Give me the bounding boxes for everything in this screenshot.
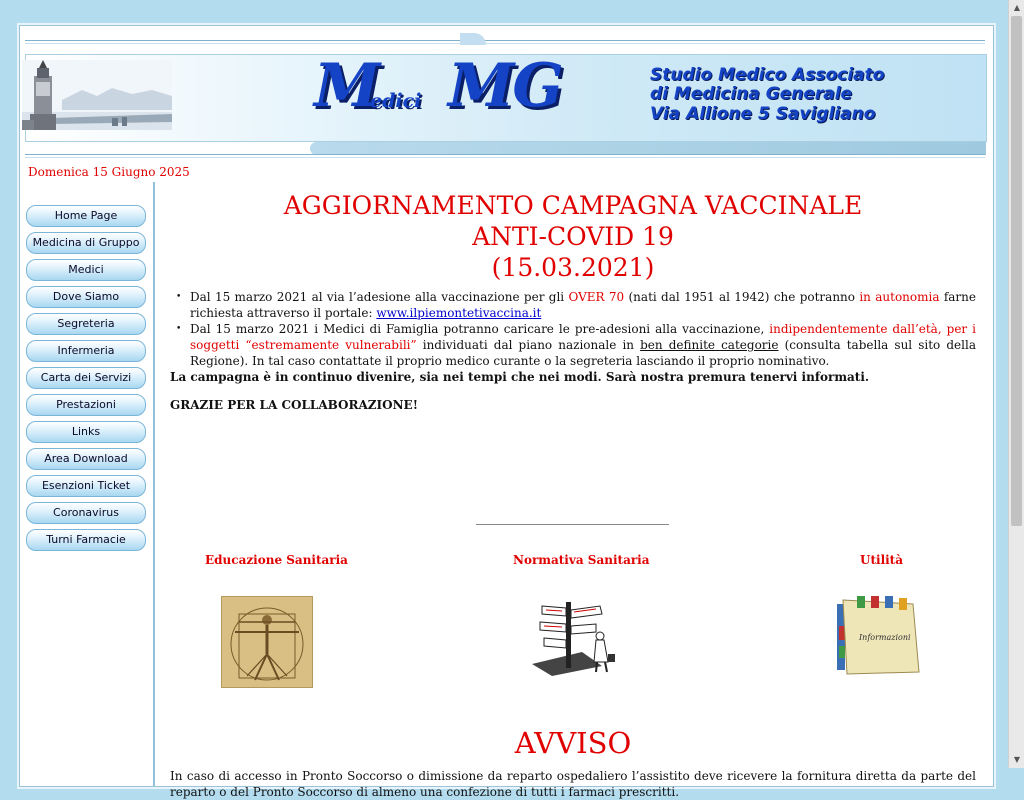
town-photo [22, 60, 172, 130]
binder-label: Informazioni [859, 633, 911, 642]
vertical-scrollbar[interactable] [1008, 0, 1024, 768]
avviso-text: In caso di accesso in Pronto Soccorso o dimissione da reparto ospedaliero l’assistito deve ricevere la fornitura diretta da parte del reparto o del Pronto Soccorso di almeno una confezione di tutti i farmaci prescritti. [170, 769, 976, 799]
section-utilita[interactable]: Utilità [860, 553, 904, 567]
list-item [190, 289, 976, 321]
header-tab-decoration [460, 33, 486, 45]
nav-segreteria[interactable]: Segreteria [26, 313, 146, 335]
bullet1-autonomia: in autonomia [859, 290, 940, 304]
studio-address-line: Via Allione 5 Savigliano [650, 104, 876, 124]
logo-mg-text: MG [448, 51, 562, 121]
section-educazione-sanitaria[interactable]: Educazione Sanitaria [205, 553, 348, 567]
nav-home-page[interactable]: Home Page [26, 205, 146, 227]
nav-area-download[interactable]: Area Download [26, 448, 146, 470]
logo-medici-text: edici [370, 90, 422, 112]
studio-name-line: Studio Medico Associato [650, 65, 885, 85]
nav-esenzioni-ticket[interactable]: Esenzioni Ticket [26, 475, 146, 497]
nav-infermeria[interactable]: Infermeria [26, 340, 146, 362]
bullet1-text-a: Dal 15 marzo 2021 al via l’adesione alla vaccinazione per gli [190, 290, 569, 304]
header-rule-bottom [25, 154, 985, 155]
scroll-thumb[interactable] [1011, 16, 1022, 526]
vaccine-info-list [170, 289, 976, 369]
scroll-down-arrow-icon[interactable]: ▼ [1013, 755, 1021, 764]
sidebar-nav [20, 202, 154, 792]
bullet2-vulnerable: indipendentemente dall’età, per i soggetti “estremamente vulnerabili” [190, 322, 977, 352]
logo-letter-m: M [314, 51, 381, 121]
campaign-note: La campagna è in continuo divenire, sia nei tempi che nei modi. Sarà nostra premura tenervi informati. [170, 370, 870, 384]
signpost-image[interactable] [522, 596, 622, 682]
portal-link[interactable]: www.ilpiemontetivaccina.it [376, 306, 542, 320]
medicimg-logo[interactable] [310, 51, 580, 124]
nav-links[interactable]: Links [26, 421, 146, 443]
avviso-title: AVVISO [514, 726, 632, 760]
bullet2-text-a: Dal 15 marzo 2021 i Medici di Famiglia potranno caricare le pre-adesioni alla vaccinazione, [190, 322, 770, 336]
studio-subtitle-line: di Medicina Generale [650, 84, 853, 104]
list-item [190, 321, 976, 369]
nav-coronavirus[interactable]: Coronavirus [26, 502, 146, 524]
thanks-note: GRAZIE PER LA COLLABORAZIONE! [170, 398, 418, 412]
nav-medici[interactable]: Medici [26, 259, 146, 281]
informazioni-binder-image[interactable] [837, 596, 921, 680]
header-rule-bottom-light [25, 157, 985, 158]
nav-turni-farmacie[interactable]: Turni Farmacie [26, 529, 146, 551]
bullet2-text-c: (consulta tabella sul sito della Regione). In tal caso contattate il proprio medico curante o la segreteria lasciando il proprio nominativo. [190, 338, 976, 368]
nav-dove-siamo[interactable]: Dove Siamo [26, 286, 146, 308]
title-line-1: AGGIORNAMENTO CAMPAGNA VACCINALE [283, 191, 863, 220]
page-container [19, 25, 994, 799]
nav-medicina-di-gruppo[interactable]: Medicina di Gruppo [26, 232, 146, 254]
section-normativa-sanitaria[interactable]: Normativa Sanitaria [513, 553, 650, 567]
bullet2-categories: ben definite categorie [640, 338, 779, 352]
site-header [20, 26, 993, 158]
scroll-up-arrow-icon[interactable]: ▲ [1013, 3, 1021, 12]
title-line-3: (15.03.2021) [491, 253, 655, 282]
current-date: Domenica 15 Giugno 2025 [28, 165, 190, 179]
vitruvian-man-image[interactable] [221, 596, 313, 692]
nav-carta-dei-servizi[interactable]: Carta dei Servizi [26, 367, 146, 389]
page-title [170, 190, 976, 283]
bullet1-text-c: farne richiesta attraverso il portale: [190, 290, 976, 320]
header-rule-top [25, 40, 985, 41]
bullet1-over70: OVER 70 [568, 290, 625, 304]
main-content [170, 190, 977, 799]
bullet2-text-b: individuati dal piano nazionale in [416, 338, 641, 352]
title-line-2: ANTI-COVID 19 [472, 222, 674, 251]
header-rule-top-light [25, 43, 985, 44]
bullet1-text-b: (nati dal 1951 al 1942) che potranno [624, 290, 860, 304]
content-divider [476, 524, 669, 525]
nav-prestazioni[interactable]: Prestazioni [26, 394, 146, 416]
